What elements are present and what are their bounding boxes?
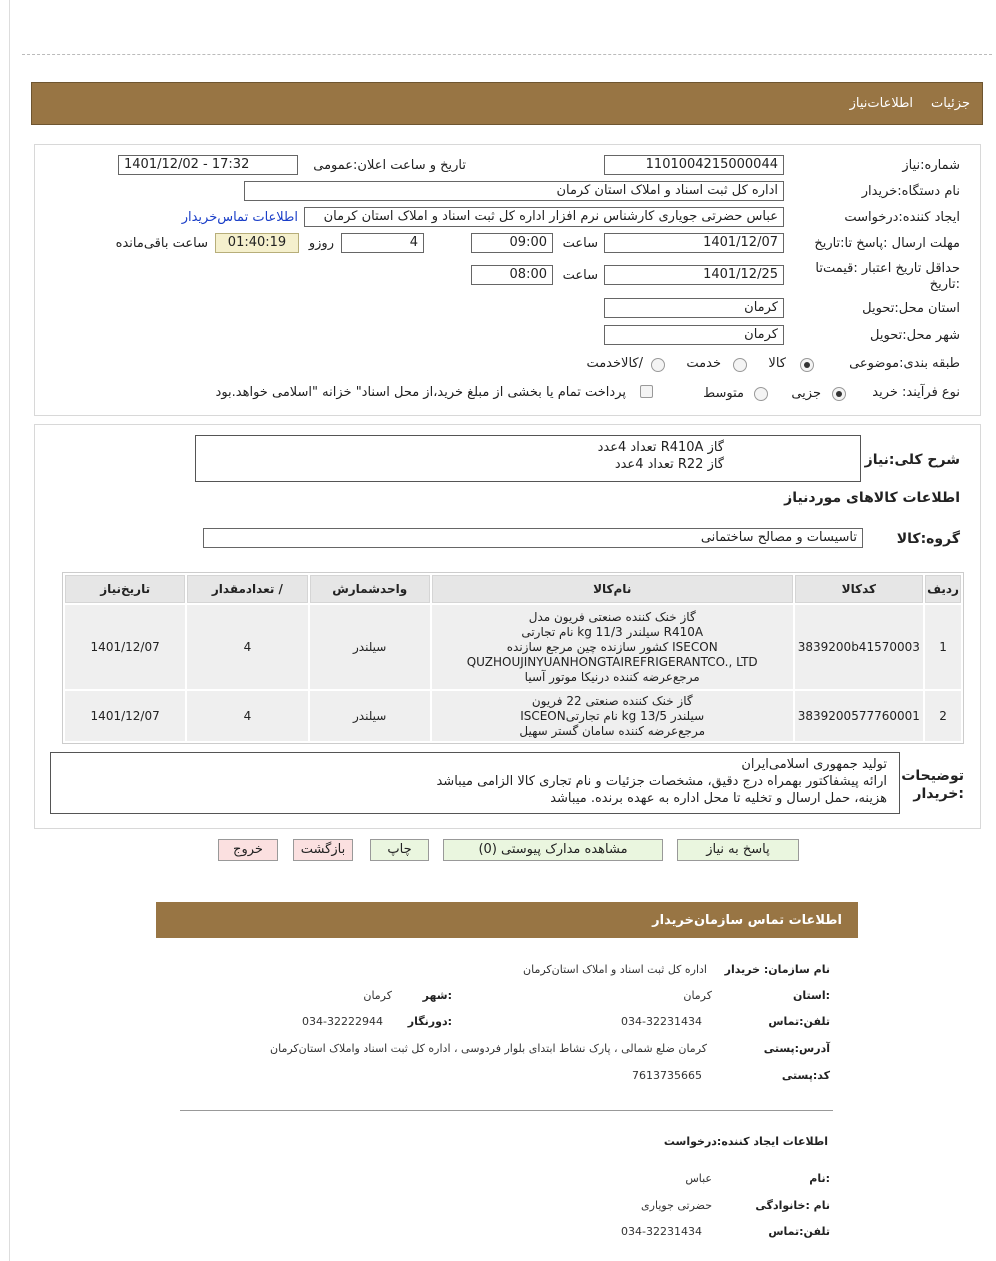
creator-phone-value: 034-32231434 [621, 1225, 702, 1238]
delivery-city-field: کرمان [604, 325, 784, 345]
item-name-line: QUZHOUJINYUANHONGTAIREFRIGERANTCO., LTD [466, 654, 758, 669]
contact-divider [180, 1110, 833, 1111]
item-name-line: سیلندر 13/5 kg نام تجارتیISCEON [520, 708, 705, 723]
col-row: ردیف [925, 575, 961, 603]
goods-table-header [65, 575, 961, 603]
item-name-line: مرجع‌عرضه کننده درنیکا موتور آسیا [524, 669, 700, 684]
payment-checkbox[interactable] [640, 384, 653, 398]
notes-line-3: هزینه، حمل ارسال و تخلیه تا محل اداره به عهده برنده. میباشد [550, 791, 887, 806]
page-left-rule [9, 0, 10, 1261]
exit-button[interactable]: خروج [218, 839, 278, 861]
top-divider [22, 54, 992, 55]
delivery-city-label: شهر محل:تحویل [870, 328, 960, 343]
notes-line-1: تولید جمهوری اسلامی‌ایران [741, 757, 887, 772]
days-label: روزو [308, 236, 334, 251]
creator-family-value: حضرتی جویاری [641, 1199, 712, 1212]
col-code: کدکالا [795, 575, 923, 603]
process-label: نوع فرآیند: خرید [872, 385, 960, 400]
contact-postal-value: 7613735665 [632, 1069, 702, 1082]
creator-phone-label: تلفن:تماس [768, 1225, 830, 1238]
item-name-line: R410A سیلندر 11/3 kg نام تجارتی [521, 624, 704, 639]
remaining-time-label: ساعت باقی‌مانده [115, 236, 208, 251]
contact-postal-label: کد:پستی [781, 1069, 830, 1082]
contact-phone-value: 034-32231434 [621, 1015, 702, 1028]
deadline-time-field: 09:00 [471, 233, 553, 253]
item-date: 1401/12/07 [65, 691, 185, 741]
process-medium-radio[interactable] [754, 386, 768, 401]
buyer-notes-label: توضیحات [901, 768, 964, 784]
delivery-province-field: کرمان [604, 298, 784, 318]
payment-note: پرداخت تمام یا بخشی از مبلغ خرید،از محل اسناد" خزانه "اسلامی خواهد.بود [215, 385, 626, 400]
row-number: 2 [925, 691, 961, 741]
category-goods-radio[interactable] [800, 357, 814, 372]
creator-field: عباس حضرتی جویاری کارشناس نرم افزار اداره کل ثبت اسناد و املاک استان کرمان [304, 207, 784, 227]
item-name-line: گاز خنک کننده صنعتی فریون مدل [528, 609, 696, 624]
reply-button[interactable]: پاسخ به نیاز [677, 839, 799, 861]
creator-info-title: اطلاعات ایجاد کننده:درخواست [663, 1135, 828, 1148]
process-minor-radio[interactable] [832, 386, 846, 401]
announce-date-field: 1401/12/02 - 17:32 [118, 155, 298, 175]
item-name-line: گاز خنک کننده صنعتی 22 فریون [531, 693, 693, 708]
buyer-contact-link[interactable]: اطلاعات تماس‌خریدار [181, 210, 298, 225]
deadline-time-label: ساعت [562, 236, 598, 251]
goods-group-field: تاسیسات و مصالح ساختمانی [203, 528, 863, 548]
col-name: نام‌کالا [432, 575, 793, 603]
creator-name-label: :نام [809, 1172, 830, 1185]
item-name [432, 691, 793, 741]
deadline-date-field: 1401/12/07 [604, 233, 784, 253]
contact-address-value: کرمان ضلع شمالی ، پارک نشاط ابتدای بلوار فردوسی ، اداره کل ثبت اسناد واملاک استان‌کرمان [270, 1042, 707, 1055]
validity-date-field: 1401/12/25 [604, 265, 784, 285]
contact-header [156, 902, 858, 938]
item-name-line: ISECON کشور سازنده چین مرجع سازنده [506, 639, 718, 654]
need-number-field: 1101004215000044 [604, 155, 784, 175]
creator-label: ایجاد کننده:درخواست [844, 210, 960, 225]
category-service-radio[interactable] [733, 357, 747, 372]
row-number: 1 [925, 605, 961, 689]
validity-time-field: 08:00 [471, 265, 553, 285]
print-button[interactable]: چاپ [370, 839, 429, 861]
creator-family-label: نام :خانوادگی [755, 1199, 830, 1212]
announce-date-label: تاریخ و ساعت اعلان:عمومی [313, 158, 466, 173]
summary-label: شرح کلی:نیاز [864, 452, 960, 468]
buyer-org-label: نام دستگاه:خریدار [861, 184, 960, 199]
buyer-notes-label-2: :خریدار [913, 786, 964, 802]
item-code: 3839200b41570003 [795, 605, 923, 689]
validity-time-label: ساعت [562, 268, 598, 283]
col-unit: واحدشمارش [310, 575, 430, 603]
attachments-button[interactable]: مشاهده مدارک پیوستی (0) [443, 839, 663, 861]
contact-fax-value: 034-32222944 [302, 1015, 383, 1028]
days-field: 4 [341, 233, 424, 253]
notes-line-2: ارائه پیشفاکتور بهمراه درج دقیق، مشخصات جزئیات و نام تجاری کالا الزامی میباشد [436, 774, 887, 789]
deadline-label: مهلت ارسال :پاسخ تا:تاریخ [814, 236, 960, 251]
breadcrumb [31, 82, 983, 125]
contact-phone-label: تلفن:تماس [768, 1015, 830, 1028]
buyer-org-field: اداره کل ثبت اسناد و املاک استان کرمان [244, 181, 784, 201]
goods-title: اطلاعات کالاهای موردنیاز [784, 490, 960, 506]
validity-label-2: :تاریخ [929, 277, 960, 292]
item-name [432, 605, 793, 689]
summary-box [195, 435, 861, 482]
contact-title: اطلاعات تماس سازمان‌خریدار [652, 912, 842, 928]
process-minor-label: جزیی [791, 386, 821, 401]
col-qty: / تعدادمقدار [187, 575, 307, 603]
contact-province-label: :استان [793, 989, 830, 1002]
creator-name-value: عباس [685, 1172, 712, 1185]
item-code: 3839200577760001 [795, 691, 923, 741]
contact-org-value: اداره کل ثبت اسناد و املاک استان‌کرمان [523, 963, 707, 976]
contact-city-label: :شهر [422, 989, 452, 1002]
category-goods-label: کالا [768, 356, 786, 371]
breadcrumb-need-info[interactable]: اطلاعات‌نیاز [849, 96, 914, 111]
category-label: طبقه بندی:موضوعی [849, 356, 960, 371]
category-goods-service-radio[interactable] [651, 357, 665, 372]
back-button[interactable]: بازگشت [293, 839, 353, 861]
contact-address-label: آدرس:پستی [763, 1042, 830, 1055]
item-unit: سیلندر [310, 691, 430, 741]
goods-group-label: گروه:کالا [896, 531, 960, 547]
category-service-label: خدمت [686, 356, 721, 371]
contact-province-value: کرمان [683, 989, 712, 1002]
breadcrumb-details[interactable]: جزئیات [931, 96, 970, 111]
col-date: تاریخ‌نیاز [65, 575, 185, 603]
category-goods-service-label: /کالاخدمت [586, 356, 643, 371]
item-unit: سیلندر [310, 605, 430, 689]
item-qty: 4 [187, 605, 307, 689]
summary-line-2: گاز R22 تعداد 4عدد [614, 457, 724, 472]
item-date: 1401/12/07 [65, 605, 185, 689]
validity-label: حداقل تاریخ اعتبار :قیمت‌تا [815, 261, 960, 276]
delivery-province-label: استان محل:تحویل [862, 301, 960, 316]
item-name-line: مرجع‌عرضه کننده سامان گستر سهیل [519, 723, 706, 738]
table-row [65, 691, 961, 741]
process-medium-label: متوسط [703, 386, 744, 401]
item-qty: 4 [187, 691, 307, 741]
contact-city-value: کرمان [363, 989, 392, 1002]
buyer-notes-box [50, 752, 900, 814]
table-row [65, 605, 961, 689]
contact-fax-label: :دورنگار [407, 1015, 452, 1028]
summary-line-1: گاز R410A تعداد 4عدد [597, 440, 724, 455]
goods-table [62, 572, 964, 744]
remaining-time-field: 01:40:19 [215, 233, 299, 253]
need-number-label: شماره:نیاز [902, 158, 960, 173]
contact-org-label: نام سازمان: خریدار [724, 963, 830, 976]
